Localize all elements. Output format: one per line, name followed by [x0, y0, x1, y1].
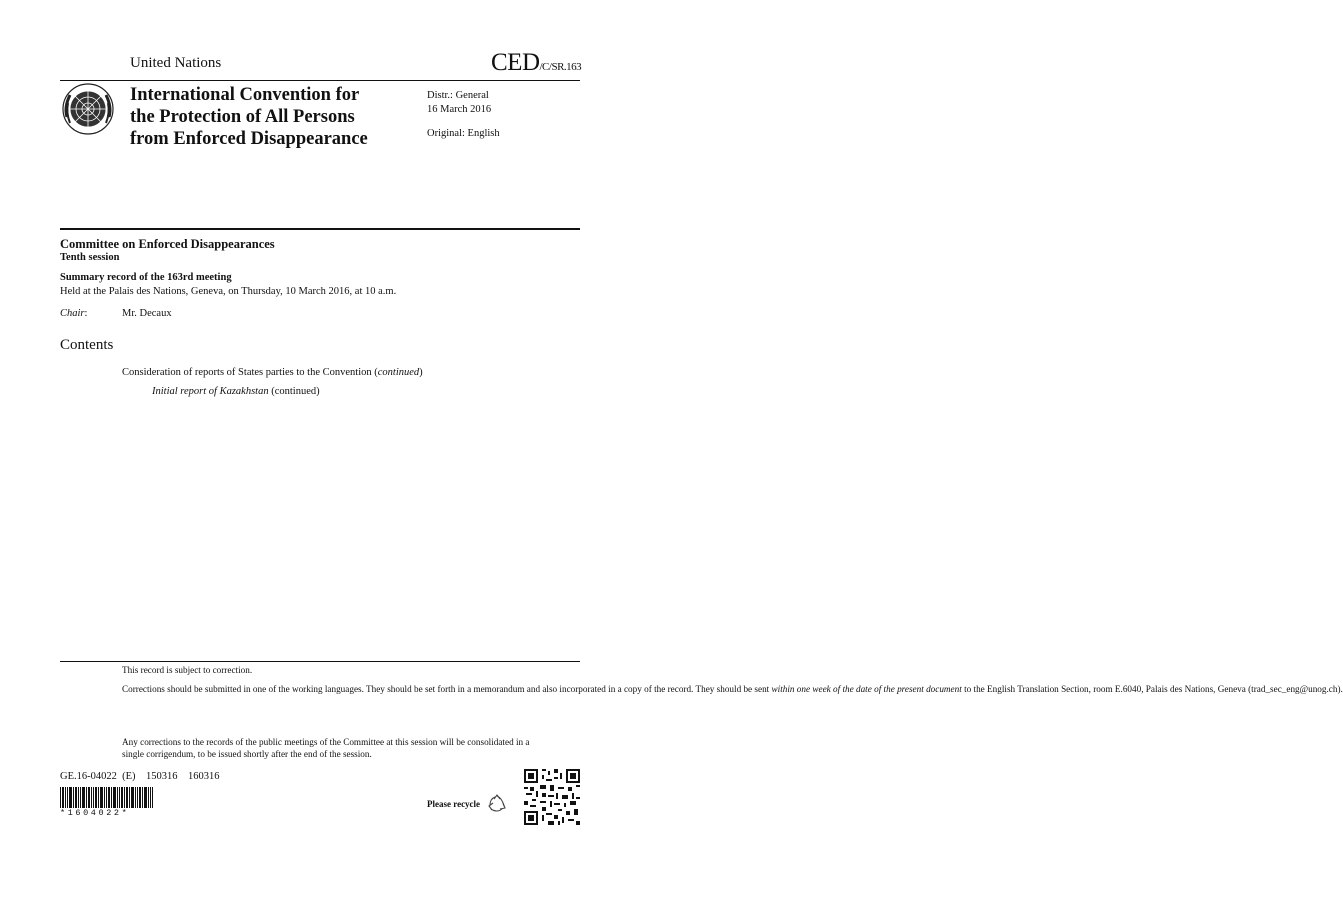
convention-title-line1: International Convention for [130, 85, 360, 105]
distribution-type: Distr.: General [427, 90, 489, 101]
contents-item-close: ) [419, 367, 423, 378]
recycle-icon [487, 794, 507, 814]
organization-name: United Nations [130, 55, 222, 71]
footnote-instructions-b: to the English Translation Section, room E.6040, Palais des Nations, Geneva (trad_sec_eng@unog.ch). [961, 684, 1343, 694]
distribution-block [427, 89, 491, 117]
symbol-main: CED [491, 49, 540, 76]
header-rule [60, 80, 580, 81]
contents-item [122, 367, 423, 378]
section-rule [60, 228, 580, 230]
chair-label-colon: : [84, 308, 88, 319]
convention-title-line3: from Enforced Disappearance [130, 129, 368, 149]
symbol-suffix: /C/SR.163 [539, 61, 582, 73]
footnote-instructions [122, 683, 1343, 695]
footnote-instructions-a: Corrections should be submitted in one of the working languages. They should be set forth in a memorandum and also incorporated in a copy of the record. They should be sent [122, 684, 772, 694]
summary-record-title: Summary record of the 163rd meeting [60, 272, 232, 283]
barcode-number: *1604022* [60, 808, 130, 818]
contents-subitem [152, 386, 320, 397]
footnote-correction: This record is subject to correction. [122, 665, 253, 675]
contents-subitem-italic: Initial report of Kazakhstan [152, 386, 269, 397]
footnote-corrigendum: Any corrections to the records of the public meetings of the Committee at this session will be consolidated in a single corrigendum, to be issued shortly after the end of the session. [122, 737, 530, 760]
document-symbol [491, 49, 581, 77]
original-language: Original: English [427, 128, 500, 139]
contents-item-italic: continued [377, 367, 420, 378]
session-name: Tenth session [60, 252, 120, 263]
footnote-instructions-italic: within one week of the date of the present document [771, 684, 962, 694]
contents-heading: Contents [60, 337, 114, 353]
contents-item-text: Consideration of reports of States parties to the Convention ( [122, 367, 378, 378]
recycle-label: Please recycle [427, 799, 481, 809]
un-emblem-icon [62, 83, 114, 135]
chair-label [60, 308, 87, 319]
document-date: 16 March 2016 [427, 104, 492, 115]
chair-name: Mr. Decaux [122, 308, 172, 319]
chair-label-text: Chair [60, 308, 85, 319]
convention-title [130, 84, 410, 150]
barcode-icon [60, 787, 153, 808]
committee-name: Committee on Enforced Disappearances [60, 237, 275, 251]
convention-title-line2: the Protection of All Persons [130, 107, 355, 127]
contents-subitem-text: (continued) [268, 386, 320, 397]
meeting-venue: Held at the Palais des Nations, Geneva, on Thursday, 10 March 2016, at 10 a.m. [60, 286, 397, 297]
footnote-rule [60, 661, 580, 662]
qr-code-icon [524, 769, 580, 825]
ge-number: GE.16-04022 (E) 150316 160316 [60, 771, 220, 782]
